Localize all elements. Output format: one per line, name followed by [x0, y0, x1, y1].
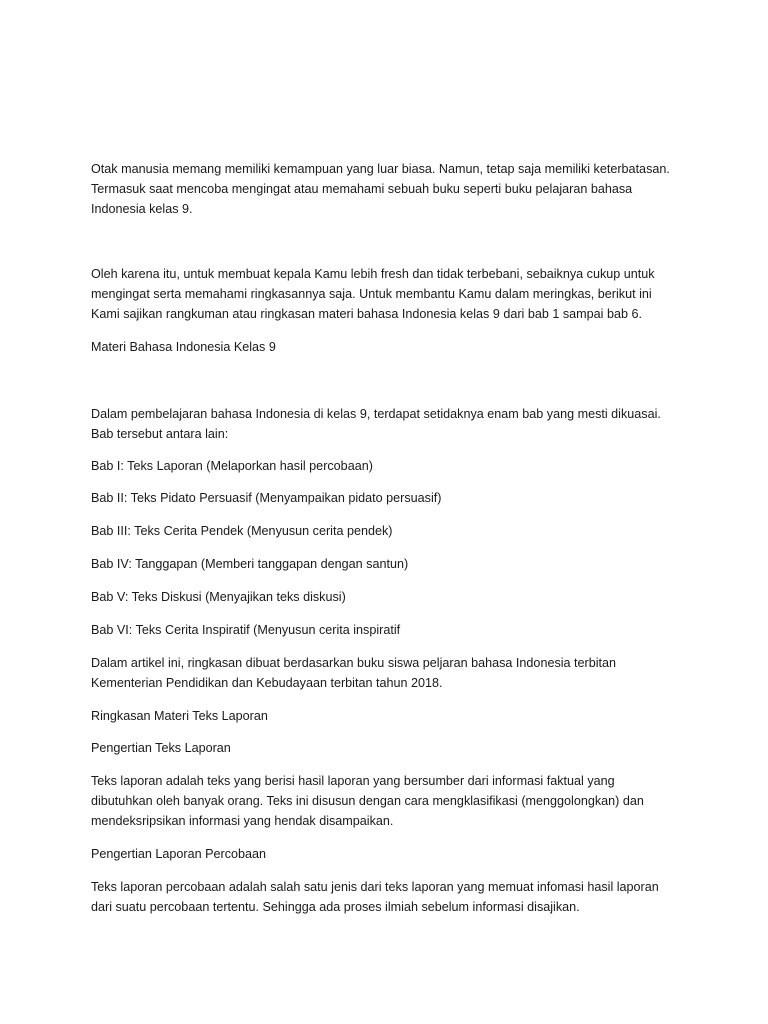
text-line: mengingat serta memahami ringkasannya saja. Untuk membantu Kamu dalam meringkas, berikut ini: [91, 287, 652, 301]
text-line: Ringkasan Materi Teks Laporan: [91, 709, 268, 723]
text-line: Dalam pembelajaran bahasa Indonesia di kelas 9, terdapat setidaknya enam bab yang mesti dikuasai.: [91, 407, 661, 421]
definition-paragraph: [91, 771, 691, 831]
text-line: Bab V: Teks Diskusi (Menyajikan teks diskusi): [91, 590, 346, 604]
text-line: Dalam artikel ini, ringkasan dibuat berdasarkan buku siswa peljaran bahasa Indonesia terbitan: [91, 656, 617, 670]
text-line: Oleh karena itu, untuk membuat kepala Kamu lebih fresh dan tidak terbebani, sebaiknya cukup untuk: [91, 267, 655, 281]
text-line: Materi Bahasa Indonesia Kelas 9: [91, 340, 276, 354]
summary-paragraph: [91, 264, 691, 324]
chapter-item: [91, 488, 691, 508]
intro-paragraph: [91, 159, 691, 219]
subsection-heading: [91, 738, 691, 758]
text-line: Teks laporan percobaan adalah salah satu jenis dari teks laporan yang memuat infomasi hasil laporan: [91, 880, 659, 894]
text-line: mendeksripsikan informasi yang hendak disampaikan.: [91, 814, 394, 828]
text-line: Pengertian Teks Laporan: [91, 741, 231, 755]
chapter-item: [91, 554, 691, 574]
text-line: Pengertian Laporan Percobaan: [91, 847, 267, 861]
chapter-item: [91, 620, 691, 640]
definition-paragraph: [91, 877, 691, 917]
text-line: Bab tersebut antara lain:: [91, 427, 229, 441]
text-line: Indonesia kelas 9.: [91, 202, 193, 216]
text-line: Bab IV: Tanggapan (Memberi tanggapan dengan santun): [91, 557, 409, 571]
source-paragraph: [91, 653, 691, 693]
section-heading: [91, 706, 691, 726]
text-line: Kementerian Pendidikan dan Kebudayaan terbitan tahun 2018.: [91, 676, 443, 690]
text-line: Bab I: Teks Laporan (Melaporkan hasil percobaan): [91, 459, 373, 473]
text-line: dari suatu percobaan tertentu. Sehingga ada proses ilmiah sebelum informasi disajikan.: [91, 900, 580, 914]
chapter-item: [91, 521, 691, 541]
text-line: Bab III: Teks Cerita Pendek (Menyusun cerita pendek): [91, 524, 393, 538]
text-line: Bab VI: Teks Cerita Inspiratif (Menyusun cerita inspiratif: [91, 623, 401, 637]
text-line: dibutuhkan oleh banyak orang. Teks ini disusun dengan cara mengklasifikasi (menggolongkan) dan: [91, 794, 644, 808]
text-line: Termasuk saat mencoba mengingat atau memahami sebuah buku seperti buku pelajaran bahasa: [91, 182, 633, 196]
text-line: Bab II: Teks Pidato Persuasif (Menyampaikan pidato persuasif): [91, 491, 442, 505]
intro-chapters-paragraph: [91, 404, 691, 444]
text-line: Kami sajikan rangkuman atau ringkasan materi bahasa Indonesia kelas 9 dari bab 1 sampai bab 6.: [91, 307, 642, 321]
text-line: Otak manusia memang memiliki kemampuan yang luar biasa. Namun, tetap saja memiliki keterbatasan.: [91, 162, 670, 176]
chapter-item: [91, 587, 691, 607]
section-heading: [91, 337, 691, 357]
chapter-item: [91, 456, 691, 476]
text-line: Teks laporan adalah teks yang berisi hasil laporan yang bersumber dari informasi faktual yang: [91, 774, 615, 788]
subsection-heading: [91, 844, 691, 864]
